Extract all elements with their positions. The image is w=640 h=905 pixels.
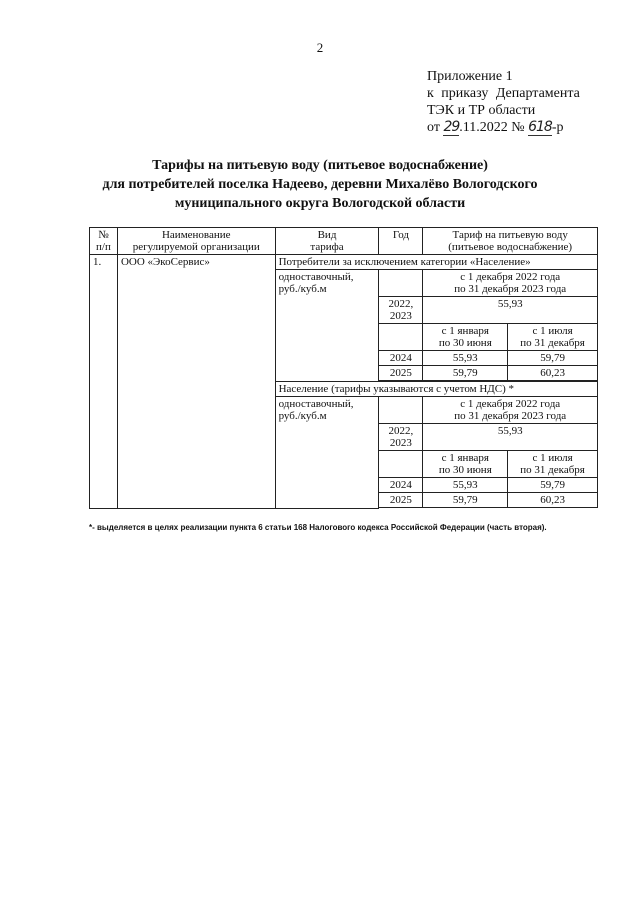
empty-cell xyxy=(379,324,423,351)
year-cell: 2025 xyxy=(379,493,423,508)
year-cell: 2022, 2023 xyxy=(379,424,423,451)
page-number: 2 xyxy=(316,40,324,55)
tariff-type: одноставочный, руб./куб.м xyxy=(275,397,379,509)
table-row xyxy=(90,255,598,270)
value-cell: 60,23 xyxy=(508,493,598,508)
year-cell: 2025 xyxy=(379,366,423,381)
header-type: Вид тарифа xyxy=(275,228,379,255)
number-suffix: -р xyxy=(551,120,564,135)
category-label: Население (тарифы указываются с учетом НДС) * xyxy=(275,382,597,397)
period-half2: с 1 июля по 31 декабря xyxy=(508,324,598,351)
year-cell: 2024 xyxy=(379,351,423,366)
value-cell: 60,23 xyxy=(508,366,598,381)
value-cell: 55,93 xyxy=(423,351,508,366)
date-prefix: от xyxy=(427,120,444,135)
year-cell: 2024 xyxy=(379,478,423,493)
header-org: Наименование регулируемой организации xyxy=(117,228,275,255)
header-num: № п/п xyxy=(90,228,118,255)
empty-cell xyxy=(379,270,423,297)
value-cell: 59,79 xyxy=(508,478,598,493)
period-main: с 1 декабря 2022 года по 31 декабря 2023 года xyxy=(423,397,598,424)
appendix-line1: Приложение 1 xyxy=(427,69,513,84)
period-half1: с 1 января по 30 июня xyxy=(423,451,508,478)
year-cell: 2022, 2023 xyxy=(379,297,423,324)
value-cell: 55,93 xyxy=(423,424,598,451)
title-line1: Тарифы на питьевую воду (питьевое водоснабжение) xyxy=(152,158,488,173)
value-cell: 55,93 xyxy=(423,478,508,493)
category-label: Потребители за исключением категории «Население» xyxy=(275,255,597,270)
footnote: *- выделяется в целях реализации пункта 6 статьи 168 Налогового кодекса Российской Федерации (часть вторая). xyxy=(89,523,547,532)
appendix-line3: ТЭК и ТР области xyxy=(427,103,536,118)
table-header-row xyxy=(90,228,598,255)
period-half1: с 1 января по 30 июня xyxy=(423,324,508,351)
appendix-header xyxy=(427,68,580,136)
date-middle: .11.2022 № xyxy=(459,120,529,135)
row-number: 1. xyxy=(90,255,118,509)
header-year: Год xyxy=(379,228,423,255)
document-title xyxy=(0,156,640,213)
period-main: с 1 декабря 2022 года по 31 декабря 2023 года xyxy=(423,270,598,297)
appendix-line2: к приказу Департамента xyxy=(427,86,580,101)
title-line2: для потребителей поселка Надеево, деревни Михалёво Вологодского xyxy=(102,177,538,192)
empty-cell xyxy=(379,397,423,424)
appendix-date-line xyxy=(427,119,580,136)
title-line3: муниципального округа Вологодской области xyxy=(174,196,466,211)
header-tariff: Тариф на питьевую воду (питьевое водоснабжение) xyxy=(423,228,598,255)
value-cell: 59,79 xyxy=(423,366,508,381)
value-cell: 59,79 xyxy=(508,351,598,366)
empty-cell xyxy=(379,451,423,478)
organization-name: ООО «ЭкоСервис» xyxy=(117,255,275,509)
handwritten-day: 29 xyxy=(443,119,460,135)
period-half2: с 1 июля по 31 декабря xyxy=(508,451,598,478)
value-cell: 59,79 xyxy=(423,493,508,508)
handwritten-number: 618 xyxy=(528,119,552,135)
value-cell: 55,93 xyxy=(423,297,598,324)
tariff-table xyxy=(89,227,598,509)
tariff-type: одноставочный, руб./куб.м xyxy=(275,270,379,382)
